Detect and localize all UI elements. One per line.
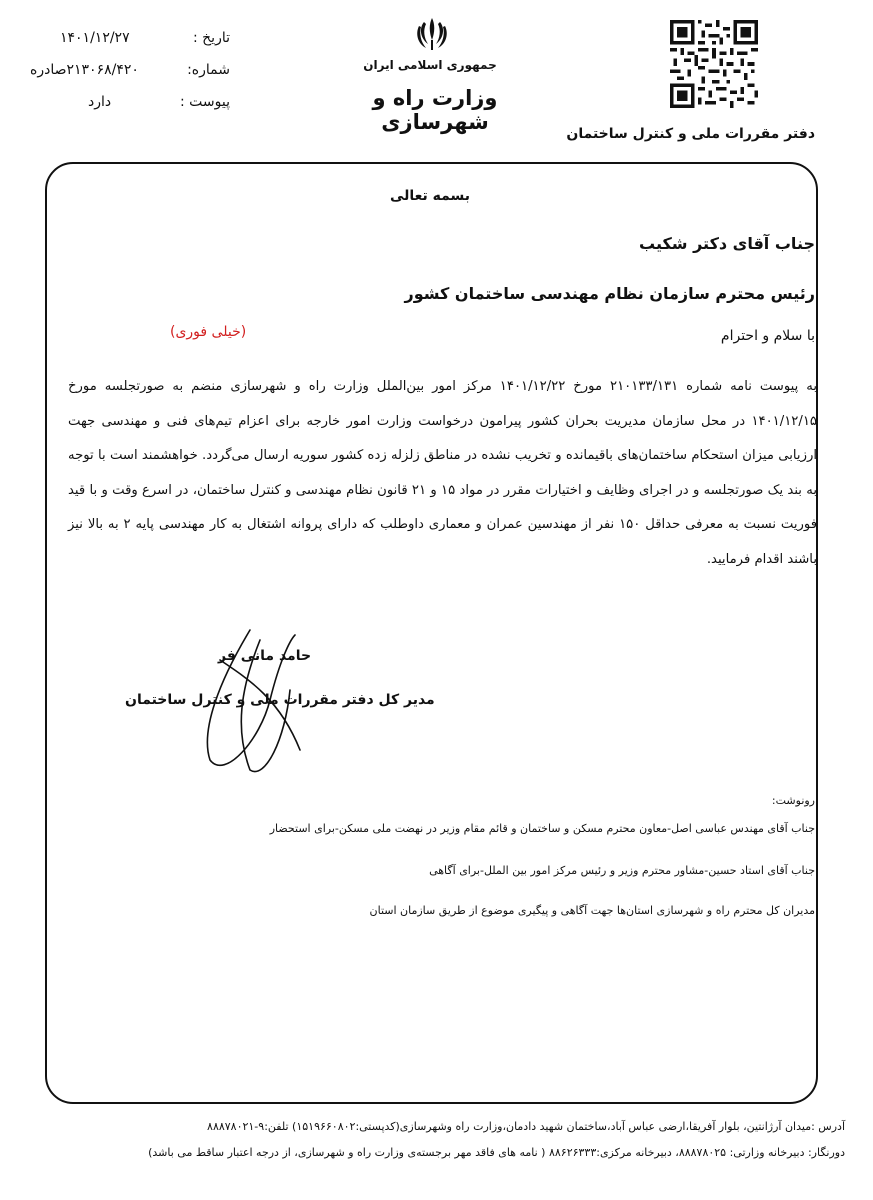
date-value: ۱۴۰۱/۱۲/۲۷ bbox=[60, 30, 130, 46]
attachment-row bbox=[88, 94, 230, 114]
signer-title: مدیر کل دفتر مقررات ملی و کنترل ساختمان bbox=[125, 692, 435, 708]
footer-address: آدرس :میدان آرژانتین، بلوار آفریقا،ارضی عباس آباد،ساختمان شهید دادمان،وزارت راه وشهرسازی(کدپستی:۱۵۱۹۶۶۰۸۰۲) تلفن:۹-۸۸۸۷۸۰۲۱ bbox=[207, 1120, 845, 1133]
letter-body: به پیوست نامه شماره ۲۱۰۱۳۳/۱۳۱ مورخ ۱۴۰۱/۱۲/۲۲ مرکز امور بین‌الملل وزارت راه و شهرسازی منضم به صورتجلسه مورخ ۱۴۰۱/۱۲/۱۵ در محل سازمان مدیریت بحران کشور پیرامون درخواست وزارت امور خارجه برای اعزام تیم‌های فنی و مهندسی جهت ارزیابی میزان استحکام ساختمان‌های باقیمانده و تخریب نشده در مناطق زلزله زده کشور سوریه ارسال می‌گردد. خواهشمند است با توجه به بند یک صورتجلسه و در اجرای وظایف و اختیارات مقرر در مواد ۱۵ و ۲۱ قانون نظام مهندسی و کنترل ساختمان، در اسرع وقت و با قید فوریت نسبت به معرفی حداقل ۱۵۰ نفر از مهندسین عمران و معماری داوطلب که دارای پروانه اشتغال به کار مهندسی پایه ۲ به بالا نیز باشند اقدام فرمایید. bbox=[68, 379, 818, 567]
greeting: با سلام و احترام bbox=[720, 328, 815, 344]
number-value: ۲۱۳۰۶۸/۴۲۰صادره bbox=[30, 62, 139, 78]
cc-line: جناب آقای مهندس عباسی اصل-معاون محترم مسکن و ساختمان و قائم مقام وزیر در نهضت ملی مسکن-برای استحضار bbox=[269, 822, 815, 835]
footer-fax: دورنگار: دبیرخانه وزارتی: ۸۸۸۷۸۰۲۵، دبیرخانه مرکزی:۸۸۶۲۶۳۳۳ ( نامه های فاقد مهر برجسته‌ی وزارت راه و شهرسازی، از درجه اعتبار ساقط می باشد) bbox=[148, 1146, 845, 1159]
addressee-position: رئیس محترم سازمان نظام مهندسی ساختمان کشور bbox=[404, 284, 815, 303]
cc-title: رونوشت: bbox=[771, 794, 815, 807]
country-name: جمهوری اسلامی ایران bbox=[363, 58, 497, 72]
signer-name: حامد مانی فر bbox=[218, 648, 312, 664]
cc-line: مدیران کل محترم راه و شهرسازی استان‌ها جهت آگاهی و پیگیری موضوع از طریق سازمان استان bbox=[369, 904, 815, 917]
attachment-label: پیوست : bbox=[180, 94, 230, 110]
bismillah: بسمه تعالی bbox=[389, 188, 471, 204]
iran-emblem-icon bbox=[412, 14, 452, 54]
addressee: جناب آقای دکتر شکیب bbox=[639, 234, 815, 253]
date-label: تاریخ : bbox=[192, 30, 230, 46]
ministry-name: وزارت راه و شهرسازی bbox=[372, 86, 498, 134]
number-row bbox=[30, 62, 230, 82]
urgency-label: (خیلی فوری) bbox=[170, 324, 247, 340]
attachment-value: دارد bbox=[88, 94, 112, 110]
qr-code bbox=[670, 20, 758, 108]
office-name: دفتر مقررات ملی و کنترل ساختمان bbox=[566, 126, 815, 142]
date-row bbox=[60, 30, 230, 50]
cc-line: جناب آقای استاد حسین-مشاور محترم وزیر و رئیس مرکز امور بین الملل-برای آگاهی bbox=[429, 864, 815, 877]
letter-frame bbox=[45, 162, 818, 1104]
number-label: شماره: bbox=[187, 62, 230, 78]
